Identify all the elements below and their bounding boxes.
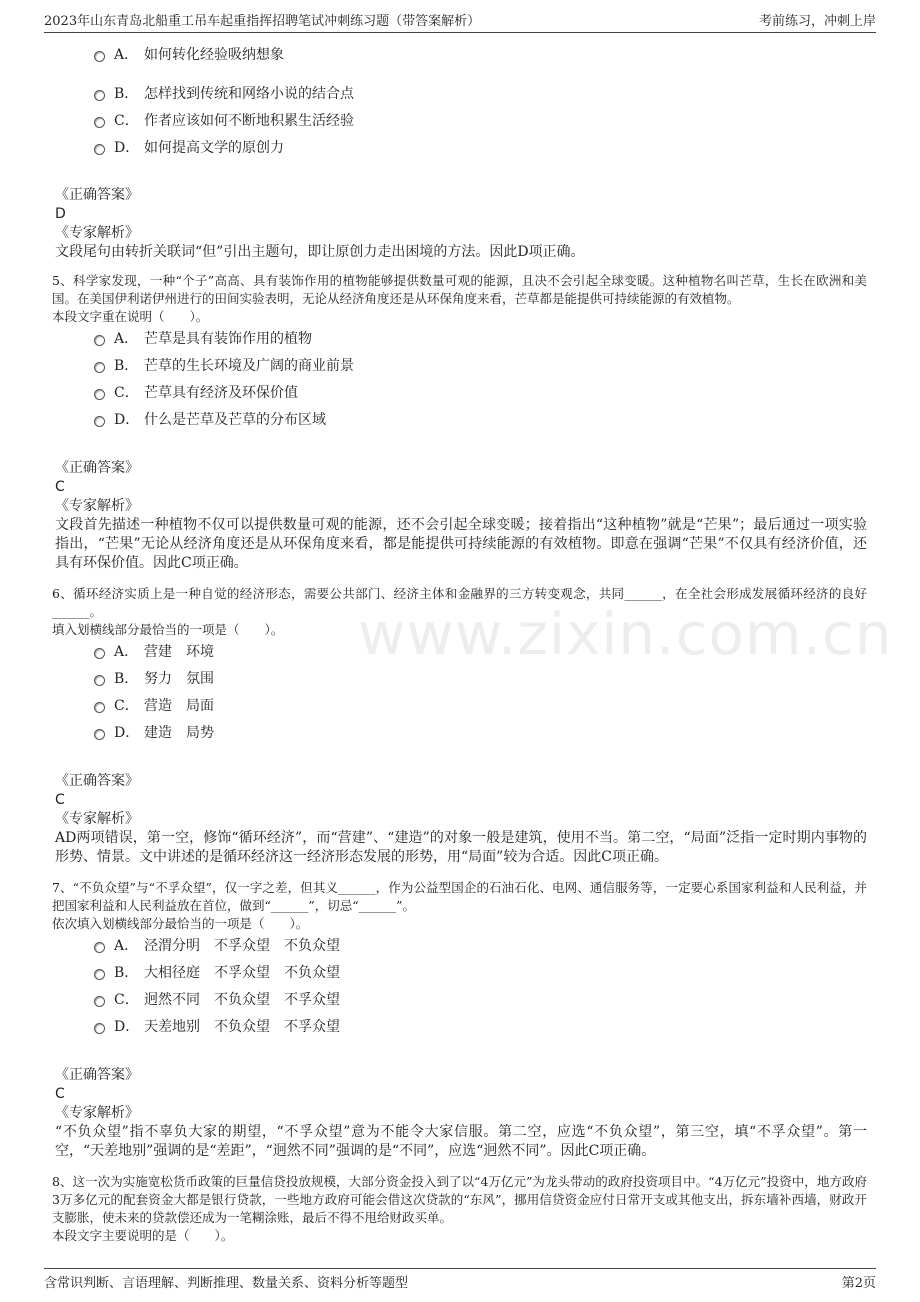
question-8 <box>52 1173 867 1245</box>
option-b[interactable]: B． 大相径庭 不孚众望 不负众望 <box>55 960 867 987</box>
radio-icon[interactable] <box>94 335 105 346</box>
radio-icon[interactable] <box>94 117 105 128</box>
option-a[interactable]: A． 芒草是具有装饰作用的植物 <box>55 326 867 353</box>
option-d[interactable]: D． 如何提高文学的原创力 <box>55 135 867 162</box>
radio-icon[interactable] <box>94 90 105 101</box>
question-text: 6、循环经济实质上是一种自觉的经济形态，需要公共部门、经济主体和金融界的三方转变观念，共同______，在全社会形成发展循环经济的良好______。 <box>52 586 867 619</box>
question-5 <box>52 272 867 573</box>
option-a[interactable]: A． 营建 环境 <box>55 639 867 666</box>
radio-icon[interactable] <box>94 729 105 740</box>
question-prompt: 本段文字主要说明的是（ ）。 <box>52 1228 234 1243</box>
main-content <box>52 40 867 1245</box>
radio-icon[interactable] <box>94 51 105 62</box>
correct-answer: D <box>55 206 66 222</box>
question-prompt: 本段文字重在说明（ ）。 <box>52 309 209 324</box>
question-prompt: 依次填入划横线部分最恰当的一项是（ ）。 <box>52 916 309 931</box>
option-a[interactable]: A． 泾渭分明 不孚众望 不负众望 <box>55 933 867 960</box>
expert-analysis: 文段首先描述一种植物不仅可以提供数量可观的能源，还不会引起全球变暖；接着指出“这种植物”就是“芒果”；最后通过一项实验指出，“芒果”无论从经济角度还是从环保角度来看，都是能提供可持续能源的有效植物。即意在强调“芒果”不仅具有经济价值，还具有环保价值。因此C项正确。 <box>55 517 867 571</box>
question-text: 7、“不负众望”与“不孚众望”，仅一字之差，但其义______，作为公益型国企的石油石化、电网、通信服务等，一定要心系国家利益和人民利益，并把国家利益和人民利益放在首位，做到“______”，切忌“______”。 <box>52 880 867 913</box>
option-c[interactable]: C． 芒草具有经济及环保价值 <box>55 380 867 407</box>
correct-answer-label: 《正确答案》 <box>55 187 139 203</box>
correct-answer: C <box>55 1086 65 1102</box>
document-title: 2023年山东青岛北船重工吊车起重指挥招聘笔试冲刺练习题（带答案解析） <box>44 14 481 29</box>
correct-answer-label: 《正确答案》 <box>55 773 139 789</box>
radio-icon[interactable] <box>94 416 105 427</box>
radio-icon[interactable] <box>94 969 105 980</box>
correct-answer-label: 《正确答案》 <box>55 1067 139 1083</box>
watermark: www.zixin.com.cn <box>358 600 893 668</box>
option-a[interactable]: A． 如何转化经验吸纳想象 <box>55 42 867 69</box>
page-header <box>44 10 876 33</box>
option-d[interactable]: D． 建造 局势 <box>55 720 867 747</box>
expert-analysis: AD两项错误，第一空，修饰“循环经济”，而“营建”、“建造”的对象一般是建筑，使用不当。第二空，“局面”泛指一定时期内事物的形势、情景。文中讲述的是循环经济这一经济形态发展的形势，用“局面”较为合适。因此C项正确。 <box>55 830 867 865</box>
radio-icon[interactable] <box>94 702 105 713</box>
expert-analysis: 文段尾句由转折关联词“但”引出主题句，即让原创力走出困境的方法。因此D项正确。 <box>55 244 585 260</box>
expert-analysis-label: 《专家解析》 <box>55 225 139 241</box>
question-7 <box>52 879 867 1161</box>
question-6 <box>52 585 867 867</box>
option-c[interactable]: C． 作者应该如何不断地积累生活经验 <box>55 108 867 135</box>
correct-answer: C <box>55 792 65 808</box>
radio-icon[interactable] <box>94 144 105 155</box>
expert-analysis-label: 《专家解析》 <box>55 1105 139 1121</box>
expert-analysis: “不负众望”指不辜负大家的期望，“不孚众望”意为不能令大家信服。第二空，应选“不负众望”，第三空，填“不孚众望”。第一空，“天差地别”强调的是“差距”，“迥然不同”强调的是“不同”，应选“迥然不同”。因此C项正确。 <box>55 1124 867 1159</box>
radio-icon[interactable] <box>94 1023 105 1034</box>
page-number: 第2页 <box>841 1276 876 1291</box>
header-slogan: 考前练习，冲刺上岸 <box>758 14 876 29</box>
radio-icon[interactable] <box>94 648 105 659</box>
radio-icon[interactable] <box>94 675 105 686</box>
question-text: 8、这一次为实施宽松货币政策的巨量信贷投放规模，大部分资金投入到了以“4万亿元”为龙头带动的政府投资项目中。“4万亿元”投资中，地方政府3万多亿元的配套资金大都是银行贷款，一些地方政府可能会借这次贷款的“东风”，挪用信贷资金应付日常开支或其他支出，拆东墙补西墙，财政开支膨胀，使未来的贷款偿还成为一笔糊涂账，最后不得不甩给财政买单。 <box>52 1174 867 1225</box>
expert-analysis-label: 《专家解析》 <box>55 811 139 827</box>
question-prompt: 填入划横线部分最恰当的一项是（ ）。 <box>52 622 284 637</box>
correct-answer: C <box>55 479 65 495</box>
question-text: 5、科学家发现，一种“个子”高高、具有装饰作用的植物能够提供数量可观的能源，且决不会引起全球变暖。这种植物名叫芒草，生长在欧洲和美国。在美国伊利诺伊州进行的田间实验表明，无论从经济角度还是从环保角度来看，芒草都是能提供可持续能源的有效植物。 <box>52 273 867 306</box>
radio-icon[interactable] <box>94 996 105 1007</box>
radio-icon[interactable] <box>94 389 105 400</box>
option-b[interactable]: B． 努力 氛围 <box>55 666 867 693</box>
option-d[interactable]: D． 什么是芒草及芒草的分布区域 <box>55 407 867 434</box>
page-footer <box>44 1268 876 1291</box>
option-b[interactable]: B． 怎样找到传统和网络小说的结合点 <box>55 81 867 108</box>
question-4 <box>55 42 867 262</box>
option-b[interactable]: B． 芒草的生长环境及广阔的商业前景 <box>55 353 867 380</box>
option-c[interactable]: C． 营造 局面 <box>55 693 867 720</box>
radio-icon[interactable] <box>94 362 105 373</box>
option-c[interactable]: C． 迥然不同 不负众望 不孚众望 <box>55 987 867 1014</box>
radio-icon[interactable] <box>94 942 105 953</box>
footer-note: 含常识判断、言语理解、判断推理、数量关系、资料分析等题型 <box>44 1276 409 1291</box>
correct-answer-label: 《正确答案》 <box>55 460 139 476</box>
expert-analysis-label: 《专家解析》 <box>55 498 139 514</box>
option-d[interactable]: D． 天差地别 不负众望 不孚众望 <box>55 1014 867 1041</box>
